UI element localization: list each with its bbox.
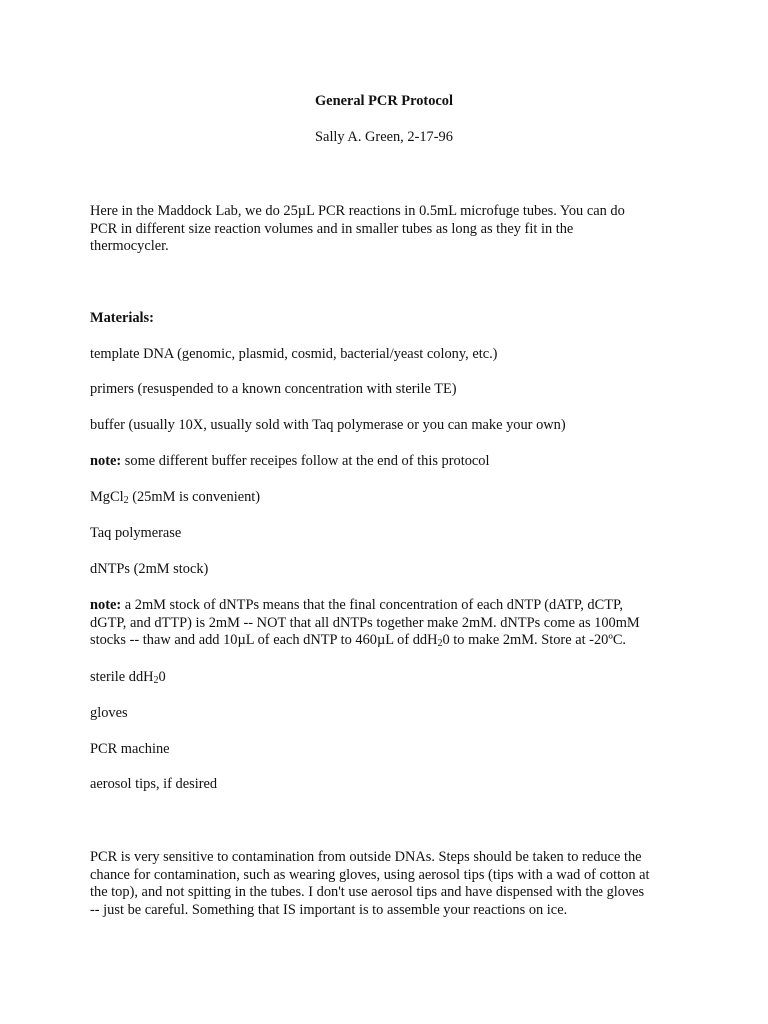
- water-prefix: sterile ddH: [90, 669, 154, 685]
- intro-line: thermocycler.: [90, 238, 169, 254]
- note-label: note:: [90, 597, 122, 613]
- intro-line: PCR in different size reaction volumes and in smaller tubes as long as they fit in the: [90, 220, 574, 237]
- note-text: a 2mM stock of dNTPs means that the final concentration of each dNTP (dATP, dCTP,: [121, 597, 624, 613]
- contamination-line: PCR is very sensitive to contamination from outside DNAs. Steps should be taken to reduce the: [90, 849, 642, 865]
- material-aerosol-tips: aerosol tips, if desired: [90, 776, 218, 792]
- material-gloves: gloves: [90, 705, 128, 721]
- note-subscript: 2: [437, 638, 443, 649]
- material-taq: Taq polymerase: [90, 525, 182, 541]
- note-text: some different buffer receipes follow at the end of this protocol: [121, 453, 490, 469]
- intro-paragraph: [90, 203, 680, 256]
- mgcl-suffix: (25mM is convenient): [128, 489, 261, 505]
- contamination-line: chance for contamination, such as wearing gloves, using aerosol tips (tips with a wad of cotton at: [90, 866, 650, 883]
- material-sterile-water: [90, 669, 680, 687]
- note-label: note:: [90, 453, 122, 469]
- note-text: stocks -- thaw and add 10µL of each dNTP to 460µL of ddH: [90, 632, 438, 648]
- contamination-line: -- just be careful. Something that IS important is to assemble your reactions on ice.: [90, 901, 568, 918]
- note-line: [90, 632, 680, 650]
- material-pcr-machine: PCR machine: [90, 741, 170, 757]
- author-line: Sally A. Green, 2-17-96: [315, 129, 453, 145]
- note-buffer: [90, 453, 680, 471]
- contamination-line: the top), and not spitting in the tubes. I don't use aerosol tips and have dispensed with the gloves: [90, 884, 645, 900]
- document-title: General PCR Protocol: [314, 93, 453, 109]
- mgcl-prefix: MgCl: [90, 489, 124, 505]
- note-line: dGTP, and dTTP) is 2mM -- NOT that all dNTPs together make 2mM. dNTPs come as 100mM: [90, 614, 640, 631]
- contamination-paragraph: [90, 849, 680, 919]
- material-primers: primers (resuspended to a known concentration with sterile TE): [90, 381, 457, 397]
- material-mgcl2: [90, 489, 680, 507]
- note-text: 0 to make 2mM. Store at -20ºC.: [442, 632, 627, 648]
- note-line: [90, 597, 680, 615]
- mgcl-subscript: 2: [123, 495, 129, 506]
- intro-line: Here in the Maddock Lab, we do 25µL PCR reactions in 0.5mL microfuge tubes. You can do: [90, 203, 625, 219]
- materials-heading: Materials:: [90, 310, 154, 326]
- material-template-dna: template DNA (genomic, plasmid, cosmid, bacterial/yeast colony, etc.): [90, 346, 498, 362]
- note-dntps: [90, 597, 680, 650]
- water-suffix: 0: [158, 669, 166, 685]
- material-dntps: dNTPs (2mM stock): [90, 561, 209, 577]
- water-subscript: 2: [153, 675, 159, 686]
- material-buffer: buffer (usually 10X, usually sold with Taq polymerase or you can make your own): [90, 417, 566, 433]
